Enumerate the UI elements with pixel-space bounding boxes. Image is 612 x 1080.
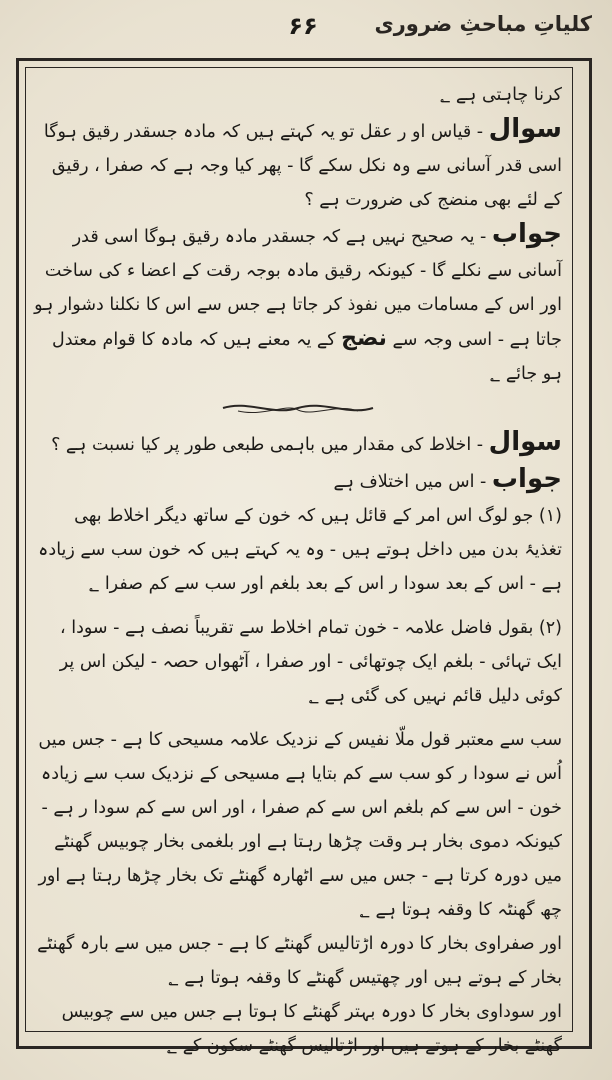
paragraph-masihi-view: سب سے معتبر قول ملّا نفیس کے نزدیک علامہ مسیحی کا ہے - جس میں اُس نے سودا ر کو سب سے کم بتایا ہے مسیحی کے نزدیک سب سے زیادہ خون - اس سے کم بلغم اس سے کم صفرا ، اور اس سے کم سودا ر ہے - کیونکہ دموی بخار ہر وقت چڑھا رہتا ہے اور بلغمی بخار چوبیس گھنٹے میں دورہ کرتا ہے - جس میں سے اٹھارہ گھنٹے تک بخار چڑھا رہتا ہے اور چھ گھنٹہ کا وقفہ ہوتا ہے ؂ <box>38 730 562 920</box>
answer-text: - یہ صحیح نہیں ہے کہ جسقدر مادہ رقیق ہوگا اسی قدر آسانی سے نکلے گا - کیونکہ رقیق مادہ بوجہ رقت کے اعضا ء کی ساخت اور اس کے مسامات میں نفوذ کر جاتا ہے جس سے اس کا نکلنا دشوار ہو جاتا ہے - اسی وجہ سے <box>34 227 562 350</box>
paragraph-safravi-fever: اور صفراوی بخار کا دورہ اڑتالیس گھنٹے کا ہے - جس میں سے بارہ گھنٹے بخار کے ہوتے ہیں اور چھتیس گھنٹے کا وقفہ ہوتا ہے ؂ <box>37 934 562 988</box>
running-title: کلیاتِ مباحثِ ضروری <box>374 12 592 36</box>
answer-2 <box>34 462 562 499</box>
text-body <box>34 78 562 1056</box>
answer-text-cont: کے یہ معنے ہیں کہ مادہ کا قوام معتدل ہو جائے ؂ <box>52 330 562 384</box>
numbered-point-1: (۱) جو لوگ اس امر کے قائل ہیں کہ خون کے ساتھ دیگر اخلاط بھی تغذیۂ بدن میں داخل ہوتے ہیں - وہ یہ کہتے ہیں کہ خون سب سے زیادہ ہے - اس کے بعد سودا ر اس کے بعد بلغم اور سب سے کم صفرا ؂ <box>38 506 562 594</box>
question-text: - قیاس او ر عقل تو یہ کہتے ہیں کہ مادہ جسقدر رقیق ہوگا اسی قدر آسانی سے وہ نکل سکے گا - پھر کیا وجہ ہے کہ صفرا ، رقیق کے لئے بھی منضج کی ضرورت ہے ؟ <box>43 122 562 210</box>
paragraph-continuation: کرنا چاہتی ہے ؂ <box>440 85 562 105</box>
section-divider-ornament <box>218 397 378 419</box>
answer-1 <box>34 217 562 391</box>
question-1 <box>34 112 562 217</box>
emphasized-word: نضج <box>341 326 387 351</box>
question-text: - اخلاط کی مقدار میں باہمی طبعی طور پر کیا نسبت ہے ؟ <box>51 435 489 455</box>
question-label: سوال <box>488 427 562 457</box>
question-2 <box>34 425 562 462</box>
answer-label: جواب <box>491 219 562 249</box>
page-header <box>20 12 592 56</box>
answer-label: جواب <box>491 464 562 494</box>
page-number: ۶۶ <box>288 12 318 40</box>
answer-text: - اس میں اختلاف ہے <box>333 472 492 492</box>
paragraph-saudavi-fever: اور سوداوی بخار کا دورہ بہتر گھنٹے کا ہوتا ہے جس میں سے چوبیس گھنٹے بخار کے ہوتے ہیں اور اڑتالیس گھنٹے سکون کے ؂ <box>61 1002 562 1056</box>
question-label: سوال <box>488 114 562 144</box>
numbered-point-2: (۲) بقول فاضل علامہ - خون تمام اخلاط سے تقریباً نصف ہے - سودا ، ایک تہائی - بلغم ایک چوتھائی - اور صفرا ، آٹھواں حصہ - لیکن اس پر کوئی دلیل قائم نہیں کی گئی ہے ؂ <box>59 618 562 706</box>
